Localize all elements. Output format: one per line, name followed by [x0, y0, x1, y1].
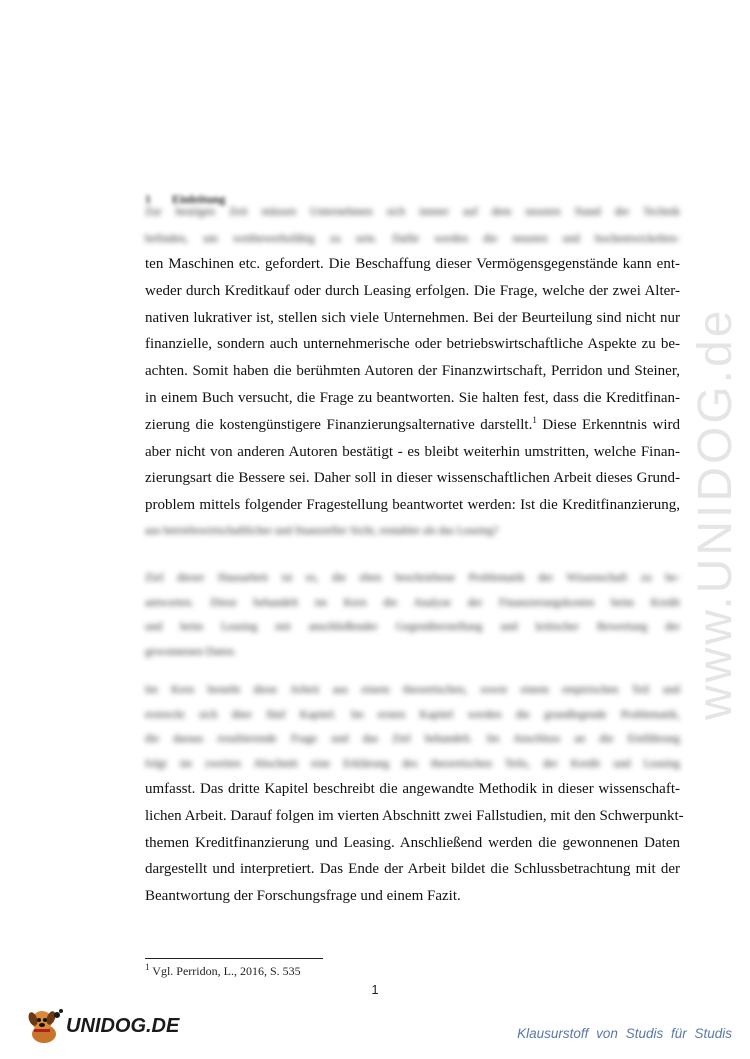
structure-blurred-line: erstreckt sich über fünf Kapitel. Im ersten Kapitel werden die grundlegende Problematik,: [145, 708, 680, 721]
intro-line-text: Diese Erkenntnis wird: [536, 416, 681, 433]
unidog-logo[interactable]: [24, 1006, 179, 1046]
intro-line: achten. Somit haben die berühmten Autoren der Finanzwirtschaft, Perridon und Steiner,: [145, 363, 680, 380]
goal-line: Ziel dieser Hausarbeit ist es, die eben beschriebene Problematik der Wissenschaft zu be-: [145, 572, 680, 584]
footnote-text: Vgl. Perridon, L., 2016, S. 535: [152, 964, 301, 978]
section-title: Einleitung: [172, 192, 226, 206]
footnote-number: 1: [145, 962, 150, 972]
intro-line: finanzielle, sondern auch unternehmerische oder betriebswirtschaftliche Aspekte zu be-: [145, 336, 680, 353]
watermark: www.UNIDOG.de: [689, 307, 742, 720]
structure-line: dargestellt und interpretiert. Das Ende der Arbeit bildet die Schlussbetrachtung mit der: [145, 861, 680, 878]
intro-line-text: zierung die kostengünstigere Finanzierungsalternative darstellt.: [145, 416, 533, 433]
footnote-reference[interactable]: 1: [532, 414, 537, 425]
structure-blurred-line: folgt im zweiten Abschnitt eine Erklärung des theoretischen Teils, der Kredit und Leasing: [145, 757, 680, 770]
goal-line: gewonnenen Daten.: [145, 645, 237, 658]
intro-line: weder durch Kreditkauf oder durch Leasing erfolgen. Die Frage, welche der zwei Alter-: [145, 282, 680, 299]
dog-mascot-icon: [24, 1007, 64, 1045]
goal-line: antworten. Diese behandelt im Kern die Analyse der Finanzierungskosten beim Kredit: [145, 596, 680, 609]
intro-blurred-line: aus betriebswirtschaftlicher und finanzieller Sicht, rentabler als das Leasing?: [145, 524, 499, 537]
section-number: 1: [145, 192, 151, 206]
footnote-divider: [145, 958, 323, 959]
intro-line: problem mittels folgender Fragestellung beantwortet werden: Ist die Kreditfinanzierung,: [145, 497, 680, 514]
footer-tagline: Klausurstoff von Studis für Studis: [517, 1026, 732, 1041]
intro-blurred-line: befinden, um wettbewerbsfähig zu sein. Dafür werden die neusten und hochentwickelten-: [145, 232, 680, 245]
intro-line: zierungsart die Bessere sei. Daher soll in dieser wissenschaftlichen Arbeit dieses Grund-: [145, 470, 680, 487]
intro-line: nativen lukrativer ist, stellen sich viele Unternehmen. Bei der Beurteilung sind nicht nur: [145, 309, 680, 326]
logo-text: UNIDOG.DE: [66, 1014, 180, 1037]
intro-blurred-line: Zur heutigen Zeit müssen Unternehmen sich immer auf dem neusten Stand der Technik: [145, 206, 680, 218]
intro-footnote-line: [145, 412, 680, 439]
structure-line: umfasst. Das dritte Kapitel beschreibt die angewandte Methodik in dieser wissenschaft-: [145, 781, 680, 797]
intro-paragraph: [145, 200, 680, 543]
structure-blurred-line: Im Kern besteht diese Arbeit aus einem theoretischen, sowie einem empirischen Teil und: [145, 684, 680, 696]
structure-line: lichen Arbeit. Darauf folgen im vierten Abschnitt zwei Fallstudien, mit den Schwerpunkt-: [145, 807, 684, 824]
intro-line: in einem Buch versucht, die Frage zu beantworten. Sie halten fest, dass die Kreditfinan-: [145, 389, 680, 406]
footnote: [145, 964, 301, 979]
intro-line: ten Maschinen etc. gefordert. Die Beschaffung dieser Vermögensgegenstände kann ent-: [145, 256, 680, 272]
structure-blurred-line: die daraus resultierende Frage und das Ziel behandelt. Im Anschluss an die Einführung: [145, 733, 680, 745]
structure-line: Beantwortung der Forschungsfrage und einem Fazit.: [145, 888, 461, 905]
goal-line: und beim Leasing mit anschließender Gegenüberstellung und kritischer Bewertung der: [145, 621, 680, 633]
goal-paragraph: [145, 566, 680, 664]
structure-line: themen Kreditfinanzierung und Leasing. Anschließend werden die gewonnenen Daten: [145, 834, 680, 851]
structure-paragraph: [145, 678, 684, 910]
intro-line: aber nicht von anderen Autoren bestätigt - es bleibt weiterhin umstritten, welche Finan-: [145, 443, 680, 460]
page-number: 1: [371, 982, 379, 997]
